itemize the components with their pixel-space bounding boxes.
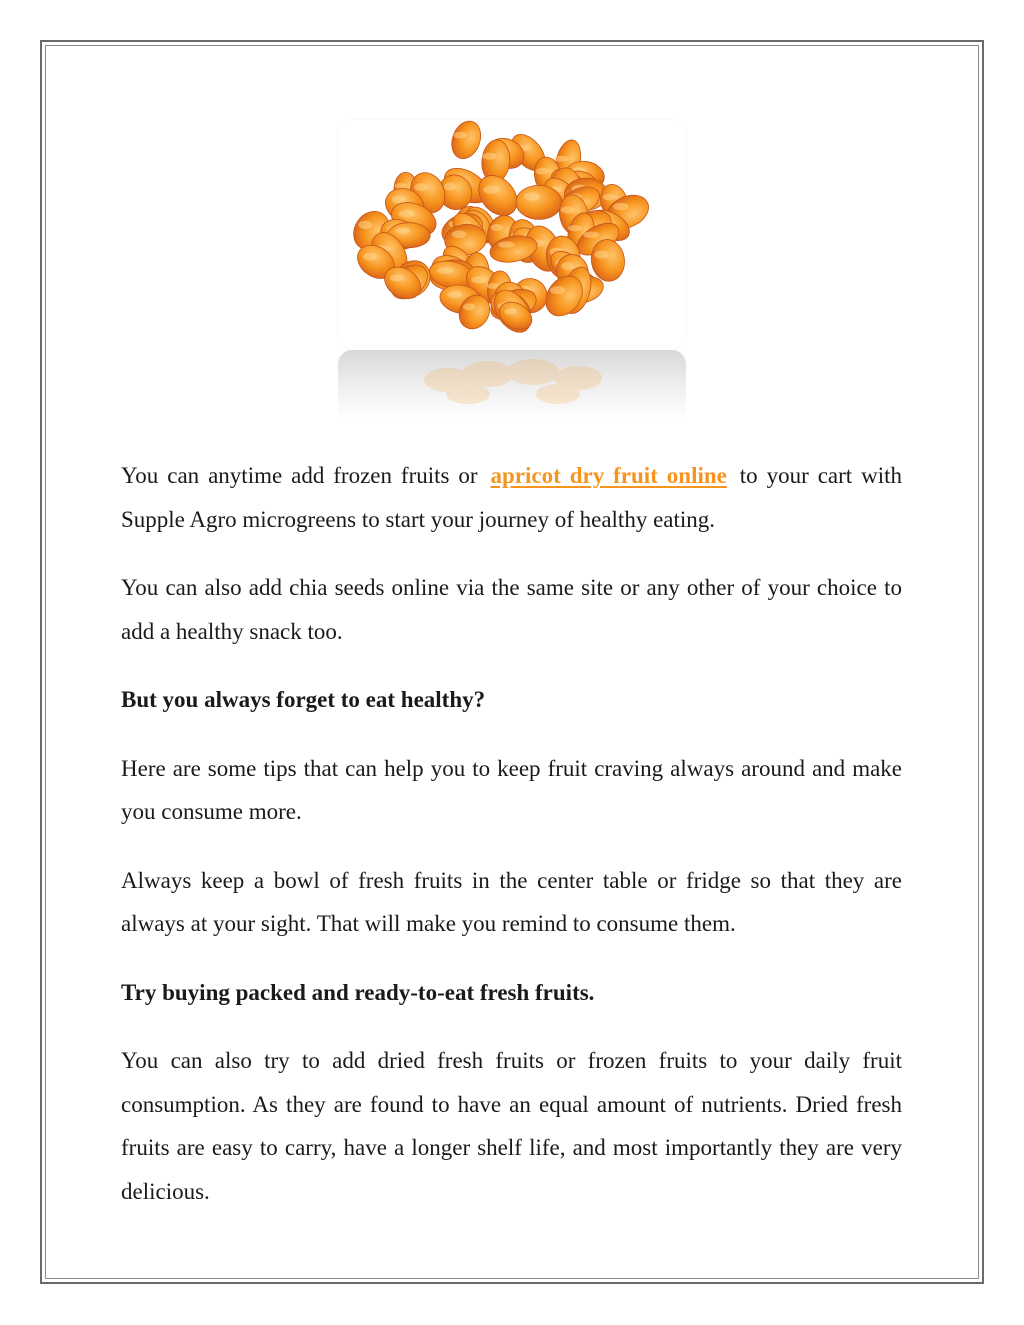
apricot-highlight (358, 221, 372, 229)
apricot-highlight (504, 308, 516, 314)
apricot-highlight (491, 224, 503, 231)
apricot-piece (447, 120, 486, 163)
apricot-highlight (399, 210, 415, 218)
dried-apricots-illustration (338, 120, 686, 348)
apricot-highlight (603, 194, 615, 201)
apricot-highlight (553, 156, 569, 162)
article-body (121, 454, 902, 1238)
apricot-highlight (498, 241, 515, 247)
apricot-highlight (613, 203, 629, 211)
apricot-highlight (392, 196, 406, 204)
reflection-illustration (338, 350, 686, 420)
apricot-highlight (471, 276, 486, 283)
paragraph-1-text-start: You can anytime add frozen fruits or (121, 463, 478, 488)
apricot-highlight (395, 228, 410, 234)
paragraph-2: You can also add chia seeds online via the same site or any other of your choice to add a healthy snack too. (121, 575, 902, 644)
apricot-highlight (454, 132, 468, 139)
image-reflection (338, 350, 686, 420)
apricot-piece (516, 185, 562, 220)
apricot-highlight (524, 192, 540, 200)
product-image-block (338, 120, 686, 420)
apricot-highlight (594, 251, 609, 259)
paragraph-1 (121, 454, 902, 541)
paragraph-3: Here are some tips that can help you to keep fruit craving always around and make you consume more. (121, 755, 902, 824)
heading-forget-to-eat: But you always forget to eat healthy? (121, 687, 486, 712)
apricot-highlight (390, 275, 404, 282)
apricot-highlight (483, 186, 499, 194)
dried-apricots-image (338, 120, 686, 348)
apricot-highlight (583, 232, 599, 238)
apricot-highlight (363, 253, 377, 260)
apricot-highlight (550, 286, 565, 294)
apricot-highlight (447, 291, 462, 298)
apricot-highlight (444, 182, 456, 190)
apricot-highlight (463, 303, 475, 310)
apricot-highlight (452, 230, 467, 238)
apricot-highlight (561, 207, 575, 214)
apricot-highlight (437, 267, 453, 274)
paragraph-4: Always keep a bowl of fresh fruits in the center table or fridge so that they are always at your sight. That will make you remind to consume them. (121, 867, 902, 936)
apricot-highlight (561, 262, 573, 270)
apricot-highlight (536, 168, 549, 175)
apricot-highlight (414, 183, 429, 191)
apricot-highlight (568, 225, 582, 231)
paragraph-1-text-end: to your cart with Supple Agro microgreens to start your journey of healthy eating. (121, 463, 903, 532)
heading-packed-fruits: Try buying packed and ready-to-eat fresh fruits. (121, 979, 595, 1005)
paragraph-5: You can also try to add dried fresh fruits or frozen fruits to your daily fruit consumption. As they are found to have an equal amount of nutrients. Dried fresh fruits are easy to carry, have a longer shelf life, and most importantly they are very delicious. (121, 1048, 902, 1204)
apricot-highlight (482, 153, 497, 160)
apricot-dry-fruit-link[interactable]: apricot dry fruit online (490, 463, 727, 488)
apricot-highlight (395, 183, 407, 189)
